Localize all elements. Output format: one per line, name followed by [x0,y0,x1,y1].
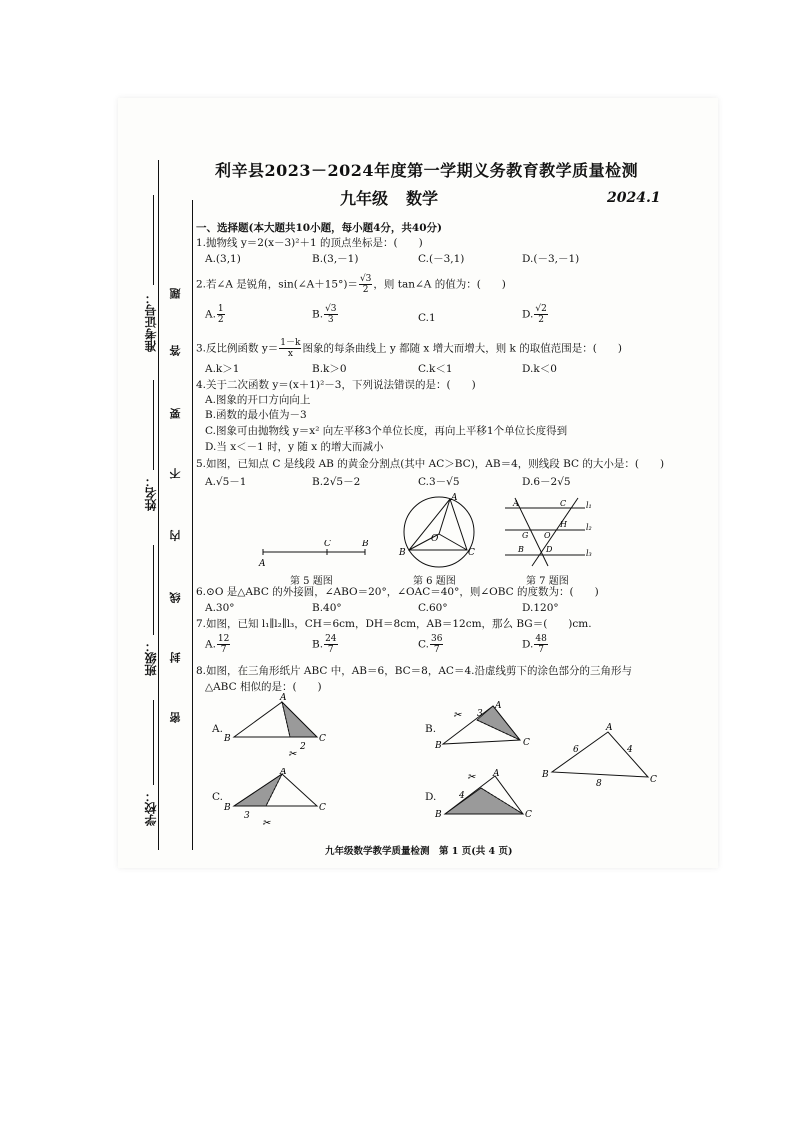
svg-text:C: C [468,548,475,558]
svg-text:C: C [319,803,326,813]
q5-stem: 5.如图，已知点 C 是线段 AB 的黄金分割点(其中 AC＞BC)，AB＝4，则线段 BC 的大小是：( ) [196,458,665,470]
svg-text:B: B [518,545,524,554]
q7-d-den: 7 [538,645,544,655]
q8-option-a-figure [222,693,332,763]
svg-text:l₃: l₃ [586,549,592,558]
q6-option-b: B.40° [312,602,342,614]
svg-text:A: A [513,499,519,508]
svg-text:A: A [280,693,287,703]
seal-char: 封 [169,652,182,663]
svg-text:A: A [280,768,287,777]
exam-subtitle [340,186,456,209]
q6-option-c: C.60° [418,602,448,614]
q2-frac-den: 2 [362,285,369,295]
exam-number-label: 准考证号： [144,292,158,352]
q2-a-frac [217,304,225,325]
seal-char: 题 [169,288,182,299]
q5-option-b: B.2√5－2 [312,476,361,488]
q2-fraction [359,274,372,295]
svg-text:D: D [546,545,553,554]
q8-option-c-label: C. [212,791,223,803]
q3-option-b: B.k＞0 [312,363,347,375]
q7-a-frac [217,634,230,655]
q7-c-den: 7 [433,645,440,655]
q7-d-frac [534,634,547,655]
svg-text:B: B [224,734,231,744]
binding-line-right [192,200,193,850]
q3-option-d: D.k＜0 [522,363,557,375]
q2-d-letter: D. [522,308,534,321]
svg-text:8: 8 [596,779,602,789]
q1-stem: 1.抛物线 y＝2(x－3)²＋1 的顶点坐标是：( ) [196,237,423,249]
svg-text:l₁: l₁ [586,501,592,510]
svg-text:2: 2 [300,742,306,752]
q7-b-letter: B. [312,638,324,651]
svg-text:O: O [544,531,551,540]
q7-a-den: 7 [220,645,227,655]
q1-option-a: A.(3,1) [205,253,241,265]
svg-text:C: C [319,734,326,744]
svg-text:B: B [435,741,442,751]
q7-b-den: 7 [327,645,334,655]
svg-text:C: C [324,540,331,549]
q2-b-letter: B. [312,308,324,321]
q1-option-c: C.(－3,1) [418,253,465,265]
q8-stem-line1: 8.如图，在三角形纸片 ABC 中，AB＝6，BC＝8，AC＝4.沿虚线剪下的涂色部分的三角形与 [196,665,632,677]
exam-number-blank [153,195,154,285]
school-blank [153,700,154,785]
q7-d-num: 48 [535,634,547,644]
q7-a-letter: A. [205,638,216,651]
q2-option-b [312,304,339,325]
q1-option-b: B.(3,－1) [312,253,359,265]
figure-7-caption: 第 7 题图 [526,576,569,587]
section-heading: 一、选择题(本大题共10小题，每小题4分，共40分) [196,222,442,234]
q8-option-c-figure [222,768,332,833]
q5-option-c: C.3－√5 [418,476,460,488]
svg-text:l₂: l₂ [586,523,592,532]
q7-c-frac [430,634,443,655]
svg-text:B: B [399,548,406,558]
svg-text:C: C [650,775,657,785]
q2-option-c: C.1 [418,312,436,324]
q4-option-c: C.图象可由抛物线 y＝x² 向左平移3个单位长度，再向上平移1个单位长度得到 [205,425,568,437]
scissors-icon: ✂ [262,818,271,829]
q7-c-num: 36 [431,634,443,644]
q3-stem-b: 图象的每条曲线上 y 都随 x 增大而增大，则 k 的取值范围是：( ) [302,342,622,355]
q4-stem: 4.关于二次函数 y＝(x＋1)²－3，下列说法错误的是：( ) [196,379,476,391]
subject-label: 数学 [406,189,439,208]
svg-text:G: G [522,531,529,540]
q2-b-den: 3 [327,315,334,325]
svg-text:A: A [259,559,266,569]
exam-date: 2024.1 [607,190,661,206]
svg-text:A: A [493,769,500,779]
scissors-icon: ✂ [453,710,462,721]
q7-c-letter: C. [418,638,429,651]
q2-b-frac [324,304,337,325]
grade-label: 九年级 [340,189,389,208]
exam-title: 利辛县2023－2024年度第一学期义务教育教学质量检测 [215,161,639,180]
q2-a-den: 2 [217,315,224,325]
q8-option-b-label: B. [425,723,437,735]
seal-char: 答 [169,345,182,356]
svg-text:6: 6 [573,745,579,755]
q6-stem: 6.⊙O 是△ABC 的外接圆，∠ABO＝20°，∠OAC＝40°，则∠OBC 的度数为：( ) [196,586,599,598]
svg-text:C: C [560,499,567,508]
svg-text:A: A [451,493,458,503]
q2-d-den: 2 [538,315,544,325]
svg-text:4: 4 [627,745,633,755]
seal-char: 要 [169,408,182,419]
q2-a-letter: A. [205,308,216,321]
svg-text:B: B [542,770,549,780]
q7-d-letter: D. [522,638,534,651]
figure-7-parallel-lines [500,494,600,569]
figure-6-caption: 第 6 题图 [413,576,456,587]
q2-d-num: √2 [535,304,547,314]
page-footer: 九年级数学教学质量检测 第 1 页(共 4 页) [325,846,513,857]
svg-text:3: 3 [477,709,483,719]
name-label: 姓名： [144,475,158,511]
q7-b-num: 24 [325,634,337,644]
q5-option-a: A.√5－1 [205,476,247,488]
q2-a-num: 1 [217,304,224,314]
q1-option-d: D.(－3,－1) [522,253,580,265]
seal-char: 线 [169,592,182,603]
q4-option-b: B.函数的最小值为－3 [205,409,307,421]
q3-frac-den: x [287,349,293,359]
seal-char: 不 [169,468,182,479]
q2-d-frac [534,304,547,325]
name-blank [153,380,154,470]
svg-text:3: 3 [244,811,250,821]
q2-stem-b: ，则 tan∠A 的值为：( ) [373,278,506,291]
q6-option-d: D.120° [522,602,559,614]
svg-text:H: H [560,520,567,529]
q7-option-b [312,634,339,655]
q3-option-a: A.k＞1 [205,363,240,375]
q2-option-d [522,304,549,325]
q7-a-num: 12 [217,634,230,644]
svg-text:B: B [224,803,231,813]
q8-option-d-figure [435,768,545,828]
svg-text:A: A [495,701,502,711]
class-label: 班级： [144,640,158,676]
class-blank [153,545,154,635]
svg-text:B: B [435,810,442,820]
figure-5-caption: 第 5 题图 [290,576,333,587]
q3-stem-a: 3.反比例函数 y＝ [196,342,279,355]
seal-char: 密 [169,712,182,723]
q3-fraction [279,338,301,359]
q3-option-c: C.k＜1 [418,363,453,375]
q7-option-c [418,634,444,655]
figure-5-segment [255,540,375,570]
svg-text:B: B [362,540,369,549]
svg-text:4: 4 [459,791,465,801]
q4-option-a: A.图象的开口方向向上 [205,394,311,406]
q7-option-a [205,634,231,655]
figure-6-circle [396,492,486,572]
q8-option-a-label: A. [212,723,223,735]
svg-text:C: C [523,738,530,748]
svg-text:O: O [431,534,439,544]
q2-option-a [205,304,226,325]
q5-option-d: D.6－2√5 [522,476,571,488]
q3-frac-num: 1－k [280,338,301,348]
svg-text:A: A [606,723,613,733]
q2-stem-a: 2.若∠A 是锐角，sin(∠A＋15°)＝ [196,278,358,291]
q7-option-d [522,634,549,655]
q2-frac-num: √3 [359,274,372,284]
seal-char: 内 [169,530,182,541]
q4-option-d: D.当 x＜－1 时，y 随 x 的增大而减小 [205,441,384,453]
q7-stem: 7.如图，已知 l₁∥l₂∥l₃，CH＝6cm，DH＝8cm，AB＝12cm，那么 BG＝( )cm. [196,618,592,630]
q7-b-frac [324,634,337,655]
svg-text:C: C [525,810,532,820]
q8-option-b-figure [435,700,545,760]
q6-option-a: A.30° [205,602,235,614]
scissors-icon: ✂ [288,749,297,760]
scissors-icon: ✂ [467,772,476,783]
q8-stem-line2: △ABC 相似的是：( ) [205,681,322,693]
q2-b-num: √3 [325,304,337,314]
q8-reference-triangle [540,722,660,792]
q3-stem [196,338,622,359]
school-label: 学校： [144,790,158,826]
q8-option-d-label: D. [425,791,437,803]
q2-stem [196,274,506,295]
